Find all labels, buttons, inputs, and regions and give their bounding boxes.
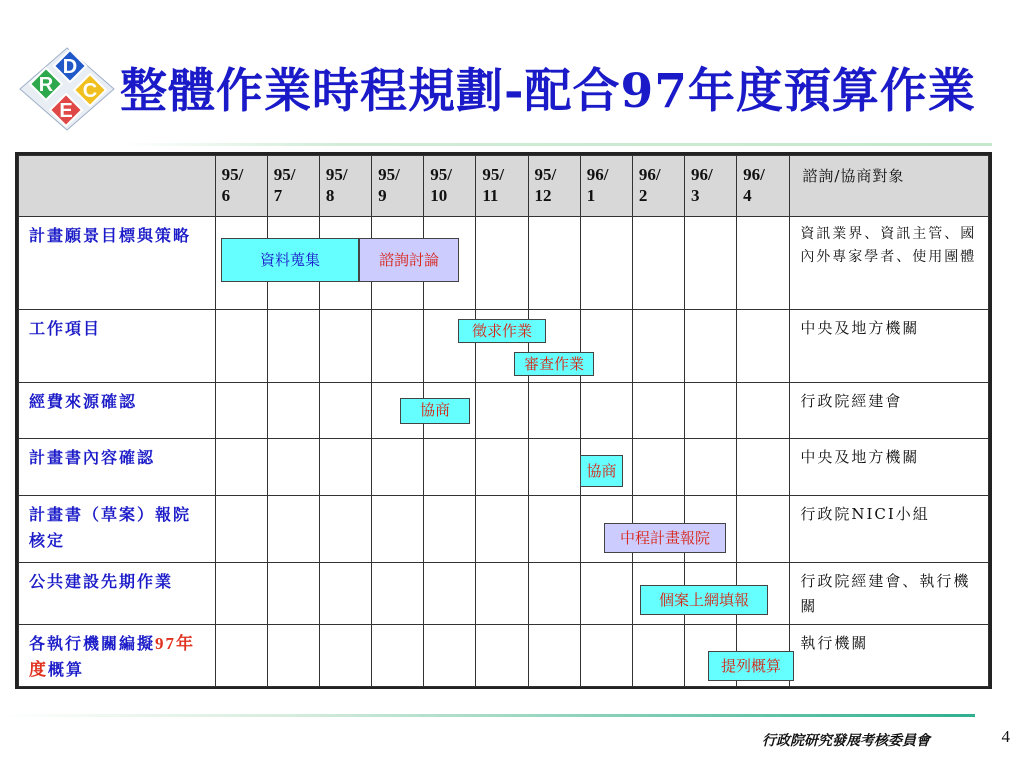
- month-header: 96/ 4: [737, 156, 790, 217]
- task-label: 計畫書（草案）報院核定: [19, 496, 216, 563]
- slide-title: 整體作業時程規劃-配合97年度預算作業: [120, 64, 976, 119]
- bar-review: 審查作業: [514, 352, 594, 376]
- month-header: 95/ 11: [476, 156, 528, 217]
- footer-divider: [0, 714, 975, 717]
- party-label: 行政院經建會、執行機關: [790, 563, 989, 625]
- bar-solicit: 徵求作業: [458, 319, 546, 343]
- party-label: 中央及地方機關: [790, 439, 989, 496]
- bar-negotiate-content: 協商: [580, 455, 623, 487]
- party-label: 中央及地方機關: [790, 310, 989, 383]
- table-row: [19, 439, 989, 496]
- task-label: 公共建設先期作業: [19, 563, 216, 625]
- table-row: [19, 496, 989, 563]
- task-label: [19, 625, 216, 687]
- month-header: 95/ 7: [267, 156, 319, 217]
- task-label-prefix: 各執行機關編擬: [29, 634, 156, 653]
- task-label: 經費來源確認: [19, 383, 216, 439]
- table-header-row: [19, 156, 989, 217]
- task-label-suffix: 概算: [48, 660, 85, 679]
- party-label: 執行機關: [790, 625, 989, 687]
- task-label-year: 97年度: [29, 634, 196, 679]
- title-divider: [120, 143, 992, 146]
- corner-cell: [19, 156, 216, 217]
- footer-organization: 行政院研究發展考核委員會: [762, 733, 930, 749]
- bar-negotiate-funding: 協商: [400, 398, 470, 424]
- month-header: 95/ 9: [372, 156, 424, 217]
- svg-text:D: D: [62, 56, 78, 78]
- bar-propose-budget: 提列概算: [708, 651, 794, 681]
- month-header: 96/ 2: [632, 156, 684, 217]
- task-label: 工作項目: [19, 310, 216, 383]
- month-header: 96/ 3: [685, 156, 737, 217]
- month-header: 95/ 6: [215, 156, 267, 217]
- task-label: 計畫書內容確認: [19, 439, 216, 496]
- month-header: 95/ 12: [528, 156, 580, 217]
- bar-case-entry: 個案上網填報: [640, 585, 768, 615]
- svg-text:R: R: [38, 74, 54, 96]
- table-row: [19, 217, 989, 310]
- rdec-logo: [18, 46, 116, 132]
- month-header: 96/ 1: [580, 156, 632, 217]
- schedule-table: [15, 152, 992, 689]
- task-label: 計畫願景目標與策略: [19, 217, 216, 310]
- table-row: [19, 625, 989, 687]
- table-row: [19, 383, 989, 439]
- svg-text:C: C: [82, 80, 98, 102]
- party-label: 行政院經建會: [790, 383, 989, 439]
- bar-consultation: 諮詢討論: [359, 238, 459, 282]
- party-label: 行政院NICI小組: [790, 496, 989, 563]
- table-row: [19, 563, 989, 625]
- page-number: 4: [1001, 727, 1010, 746]
- party-header: 諮詢/協商對象: [790, 156, 989, 217]
- month-header: 95/ 10: [424, 156, 476, 217]
- bar-report: 中程計畫報院: [604, 523, 726, 553]
- bar-data-collection: 資料蒐集: [221, 238, 359, 282]
- svg-text:E: E: [59, 100, 73, 122]
- party-label: 資訊業界、資訊主管、國內外專家學者、使用團體: [790, 217, 989, 310]
- month-header: 95/ 8: [319, 156, 371, 217]
